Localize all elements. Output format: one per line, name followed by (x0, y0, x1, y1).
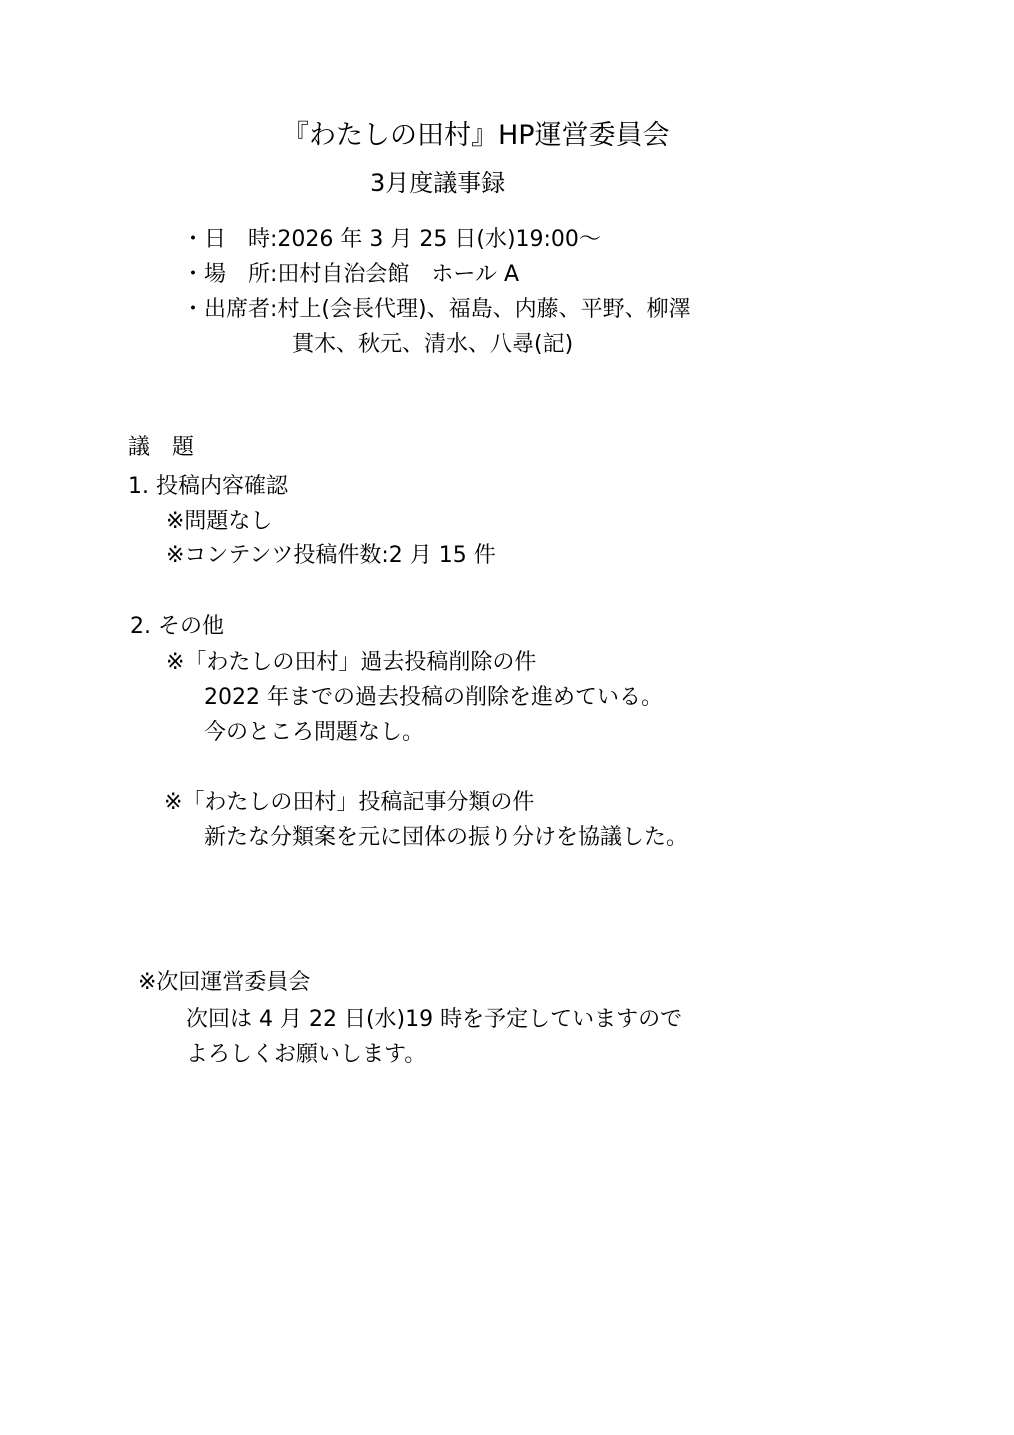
agenda-item-1-note: ※問題なし (166, 509, 273, 534)
meeting-datetime: ・日 時:2026 年 3 月 25 日(水)19:00～ (182, 227, 601, 252)
next-meeting-text: よろしくお願いします。 (186, 1042, 427, 1067)
agenda-item-2-detail: 新たな分類案を元に団体の振り分けを協議した。 (204, 825, 689, 850)
document-subtitle: 3月度議事録 (370, 169, 506, 197)
agenda-heading: 議 題 (128, 435, 195, 460)
meeting-attendees: ・出席者:村上(会長代理)、福島、内藤、平野、柳澤 (182, 297, 691, 322)
next-meeting-heading: ※次回運営委員会 (138, 970, 311, 995)
agenda-item-1-title: 1. 投稿内容確認 (128, 474, 288, 499)
agenda-item-2-detail: 今のところ問題なし。 (204, 720, 425, 745)
agenda-item-1-note: ※コンテンツ投稿件数:2 月 15 件 (166, 543, 496, 568)
agenda-item-2-subtopic: ※「わたしの田村」過去投稿削除の件 (166, 650, 537, 675)
next-meeting-text: 次回は 4 月 22 日(水)19 時を予定していますので (186, 1007, 683, 1032)
agenda-item-2-subtopic: ※「わたしの田村」投稿記事分類の件 (164, 790, 535, 815)
meeting-place: ・場 所:田村自治会館 ホール A (182, 262, 520, 287)
agenda-item-2-detail: 2022 年までの過去投稿の削除を進めている。 (204, 685, 663, 710)
meeting-attendees-continued: 貫木、秋元、清水、八尋(記) (292, 332, 574, 357)
document-title: 『わたしの田村』HP運営委員会 (282, 120, 670, 151)
agenda-item-2-title: 2. その他 (130, 614, 224, 639)
